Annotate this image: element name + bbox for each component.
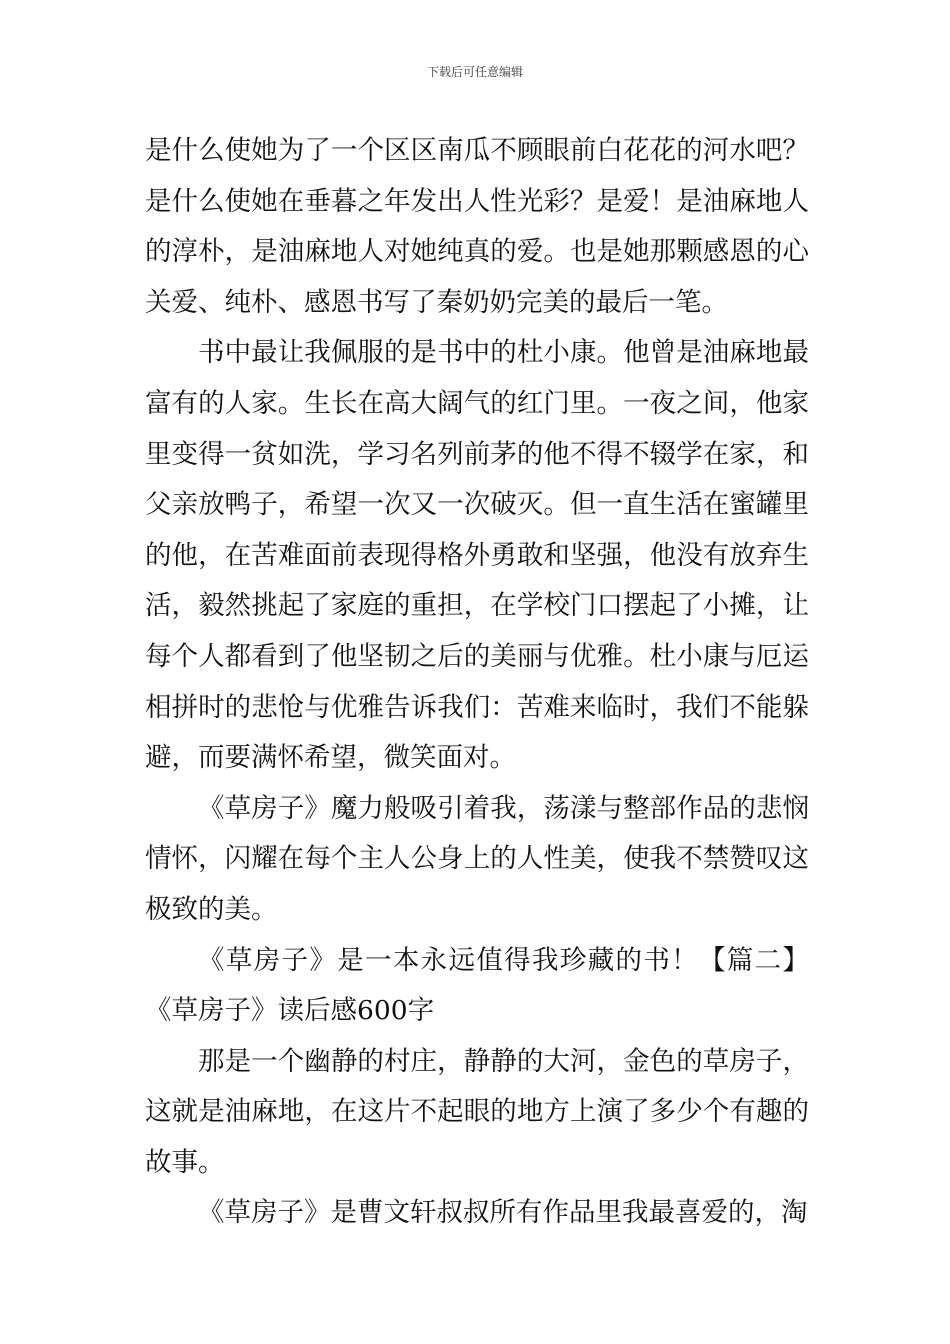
text-line: 这就是油麻地，在这片不起眼的地方上演了多少个有趣的 (145, 1096, 809, 1128)
text-line: 避，而要满怀希望，微笑面对。 (145, 742, 516, 774)
text-line: 那是一个幽静的村庄，静静的大河，金色的草房子， (198, 1045, 809, 1077)
document-body (145, 126, 809, 1239)
paragraph (145, 784, 809, 936)
page-header: 下载后可任意编辑 (426, 65, 523, 79)
text-line: 富有的人家。生长在高大阔气的红门里。一夜之间，他家 (145, 387, 809, 419)
text-line: 关爱、纯朴、感恩书写了秦奶奶完美的最后一笔。 (145, 286, 728, 318)
text-line: 的他，在苦难面前表现得格外勇敢和坚强，他没有放弃生 (145, 539, 809, 571)
text-line: 故事。 (145, 1146, 225, 1178)
paragraph (145, 328, 809, 783)
text-line: 父亲放鸭子，希望一次又一次破灭。但一直生活在蜜罐里 (145, 489, 809, 521)
text-line: 《草房子》是曹文轩叔叔所有作品里我最喜爱的，淘 (198, 1197, 808, 1229)
text-line: 活，毅然挑起了家庭的重担，在学校门口摆起了小摊，让 (145, 590, 809, 622)
paragraph (145, 936, 809, 1037)
paragraph (145, 1188, 809, 1239)
text-line: 是什么使她在垂暮之年发出人性光彩？是爱！是油麻地人 (145, 185, 809, 217)
text-line: 是什么使她为了一个区区南瓜不顾眼前白花花的河水吧？ (145, 135, 809, 166)
text-line: 的淳朴，是油麻地人对她纯真的爱。也是她那颗感恩的心 (145, 236, 809, 268)
text-line: 书中最让我佩服的是书中的杜小康。他曾是油麻地最 (198, 337, 809, 369)
text-line: 每个人都看到了他坚韧之后的美丽与优雅。杜小康与厄运 (145, 640, 809, 672)
text-line: 极致的美。 (145, 893, 278, 925)
text-line: 《草房子》读后感600字 (145, 995, 435, 1027)
paragraph (145, 126, 809, 328)
text-line: 情怀，闪耀在每个主人公身上的人性美，使我不禁赞叹这 (145, 843, 809, 875)
paragraph (145, 1037, 809, 1189)
text-line: 里变得一贫如洗，学习名列前茅的他不得不辍学在家，和 (145, 438, 809, 470)
text-line: 《草房子》是一本永远值得我珍藏的书！【篇二】 (198, 944, 809, 976)
text-line: 《草房子》魔力般吸引着我，荡漾与整部作品的悲悯 (198, 792, 809, 824)
text-line: 相拼时的悲怆与优雅告诉我们：苦难来临时，我们不能躲 (145, 691, 809, 723)
